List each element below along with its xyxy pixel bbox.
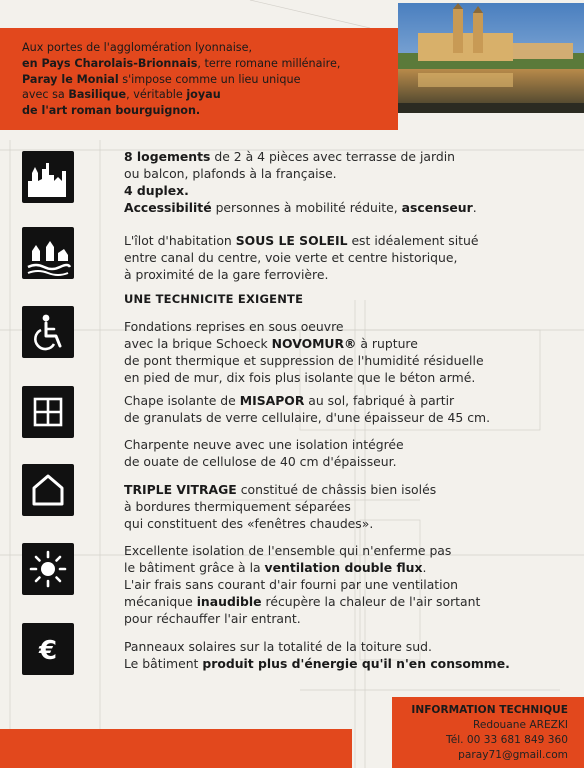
inaudible-label: inaudible	[196, 594, 262, 609]
intro-joyau: joyau	[186, 88, 221, 102]
solaire-line-1: Panneaux solaires sur la totalité de la toiture sud.	[124, 639, 432, 654]
contact-box	[392, 697, 584, 768]
foundations-line-2b: à rupture	[356, 336, 418, 351]
foundations-line-2a: avec la brique Schoeck	[124, 336, 272, 351]
double-flux-label: ventilation double flux	[264, 560, 423, 575]
intro-town: Paray le Monial	[22, 72, 119, 86]
intro-region: en Pays Charolais-Brionnais	[22, 56, 198, 70]
charpente-line-1: Charpente neuve avec une isolation intégrée	[124, 437, 404, 452]
ventilation-line-4a: mécanique	[124, 594, 197, 609]
novomur-brand: NOVOMUR®	[271, 336, 357, 351]
section-logements	[124, 148, 564, 216]
chape-line-1a: Chape isolante de	[124, 393, 240, 408]
duplex-count: 4 duplex.	[124, 183, 189, 198]
ventilation-line-2b: .	[422, 560, 427, 575]
ventilation-line-1: Excellente isolation de l'ensemble qui n'enferme pas	[124, 543, 452, 558]
sun-icon	[22, 543, 74, 595]
section-solaire	[124, 638, 564, 672]
intro-line-2: , terre romane millénaire,	[197, 56, 341, 70]
charpente-line-2: de ouate de cellulose de 40 cm d'épaisseur.	[124, 454, 397, 469]
energy-positive-label: produit plus d'énergie qu'il n'en consomme.	[202, 656, 510, 671]
intro-line-1: Aux portes de l'agglomération lyonnaise,	[22, 41, 253, 54]
section-chape	[124, 392, 564, 426]
section-location	[124, 232, 564, 283]
basilica-image	[398, 3, 584, 113]
location-line-1a: L'îlot d'habitation	[124, 233, 236, 248]
wheelchair-icon	[22, 306, 74, 358]
logements-line-1: de 2 à 4 pièces avec terrasse de jardin	[210, 149, 456, 164]
euro-glyph: €	[38, 636, 58, 666]
intro-line-4a: avec sa	[22, 88, 69, 102]
elevator-label: ascenseur	[401, 200, 473, 215]
misapor-brand: MISAPOR	[239, 393, 305, 408]
location-line-2: entre canal du centre, voie verte et centre historique,	[124, 250, 458, 265]
location-line-3: à proximité de la gare ferrovière.	[124, 267, 329, 282]
vitrage-line-3: qui constituent des «fenêtres chaudes».	[124, 516, 374, 531]
accessibility-label: Accessibilité	[124, 200, 212, 215]
solaire-line-2a: Le bâtiment	[124, 656, 203, 671]
intro-line-5: de l'art roman bourguignon.	[22, 104, 201, 118]
euro-icon	[22, 623, 74, 675]
contact-phone[interactable]: Tél. 00 33 681 849 360	[446, 734, 568, 746]
intro-text	[22, 40, 398, 119]
vitrage-line-2: à bordures thermiquement séparées	[124, 499, 351, 514]
intro-basilique: Basilique	[68, 88, 127, 102]
ventilation-line-3: L'air frais sans courant d'air fourni par une ventilation	[124, 577, 459, 592]
ventilation-line-4b: récupère la chaleur de l'air sortant	[261, 594, 481, 609]
section-foundations	[124, 318, 564, 386]
foundations-line-3: de pont thermique et suppression de l'humidité résiduelle	[124, 353, 484, 368]
logements-count: 8 logements	[124, 149, 211, 164]
section-ventilation	[124, 542, 564, 627]
foundations-line-1: Fondations reprises en sous oeuvre	[124, 319, 344, 334]
bottom-accent-bar	[0, 729, 352, 768]
contact-email[interactable]: paray71@gmail.com	[458, 749, 568, 761]
intro-line-4b: , véritable	[126, 88, 187, 102]
chape-line-1b: au sol, fabriqué à partir	[304, 393, 455, 408]
intro-line-3: s'impose comme un lieu unique	[118, 72, 301, 86]
ventilation-line-2a: le bâtiment grâce à la	[124, 560, 265, 575]
technique-heading: UNE TECHNICITE EXIGENTE	[124, 292, 304, 306]
chape-line-2: de granulats de verre cellulaire, d'une épaisseur de 45 cm.	[124, 410, 491, 425]
house-icon	[22, 464, 74, 516]
section-vitrage	[124, 481, 564, 532]
foundations-line-4: en pied de mur, dix fois plus isolante que le béton armé.	[124, 370, 476, 385]
basilica-photo	[398, 3, 584, 113]
contact-name: Redouane AREZKI	[472, 719, 568, 731]
window-icon	[22, 386, 74, 438]
logements-line-2: ou balcon, plafonds à la française.	[124, 166, 337, 181]
intro-banner	[0, 28, 398, 130]
location-line-1b: est idéalement situé	[347, 233, 479, 248]
landscape-icon	[22, 227, 74, 279]
accessibility-end: .	[472, 200, 477, 215]
section-charpente	[124, 436, 564, 470]
city-skyline-icon	[22, 151, 74, 203]
vitrage-line-1: constitué de châssis bien isolés	[236, 482, 437, 497]
accessibility-text: personnes à mobilité réduite,	[211, 200, 402, 215]
contact-title: INFORMATION TECHNIQUE	[411, 704, 568, 716]
triple-vitrage-label: TRIPLE VITRAGE	[124, 482, 237, 497]
ventilation-line-5: pour réchauffer l'air entrant.	[124, 611, 301, 626]
project-name: SOUS LE SOLEIL	[235, 233, 348, 248]
